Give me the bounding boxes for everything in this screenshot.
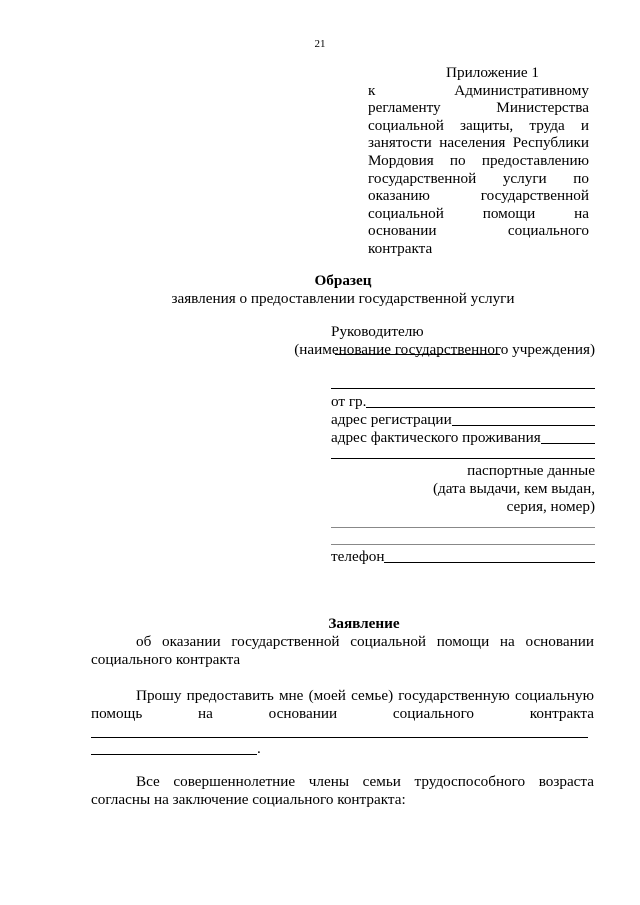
appendix-line: основании социального xyxy=(368,222,589,240)
applicant-name-line[interactable] xyxy=(331,388,595,389)
period-mark: . xyxy=(257,740,261,757)
appendix-line: регламенту Министерства xyxy=(368,99,589,117)
reg-address-field xyxy=(331,411,595,429)
request-line: помощь на основании социального контракта xyxy=(91,704,594,722)
sample-subtitle: заявления о предоставлении государственной услуги xyxy=(171,290,515,307)
statement-subtitle xyxy=(91,633,594,668)
from-field xyxy=(331,393,595,411)
appendix-line: оказанию государственной xyxy=(368,187,589,205)
address-continuation-line[interactable] xyxy=(331,458,595,459)
appendix-line: социальной помощи на xyxy=(368,204,589,222)
from-input-line[interactable] xyxy=(366,394,595,408)
phone-field xyxy=(331,548,595,566)
institution-hint: (наименование государственного учреждения) xyxy=(294,341,595,358)
request-input-line-1[interactable] xyxy=(91,737,588,738)
consent-line: согласны на заключение социального контракта: xyxy=(91,790,406,808)
request-input-line-2-wrap xyxy=(91,740,291,758)
appendix-line: занятости населения Республики xyxy=(368,134,589,152)
appendix-header xyxy=(368,64,589,258)
phone-input-line[interactable] xyxy=(384,549,595,563)
sample-title: Образец xyxy=(314,272,372,289)
appendix-line: контракта xyxy=(368,239,433,257)
reg-address-label: адрес регистрации xyxy=(331,411,452,428)
appendix-title: Приложение 1 xyxy=(446,64,539,81)
actual-address-input-line[interactable] xyxy=(541,430,595,444)
appendix-line: государственной услуги по xyxy=(368,169,589,187)
appendix-body xyxy=(368,82,589,258)
page-number: 21 xyxy=(314,38,326,50)
passport-hint-2: серия, номер) xyxy=(506,498,595,515)
statement-subtitle-line: об оказании государственной социальной помощи на основании xyxy=(136,633,594,650)
passport-hint-1: (дата выдачи, кем выдан, xyxy=(432,480,595,497)
to-label: Руководителю xyxy=(331,323,424,340)
request-line: Прошу предоставить мне (моей семье) государственную социальную xyxy=(136,687,594,704)
request-paragraph xyxy=(91,687,594,722)
appendix-line: Мордовия по предоставлению xyxy=(368,151,589,169)
request-input-line-2[interactable] xyxy=(91,741,257,755)
passport-input-line-1[interactable] xyxy=(331,527,595,528)
statement-subtitle-line: социального контракта xyxy=(91,650,241,668)
reg-address-input-line[interactable] xyxy=(452,412,595,426)
actual-address-field xyxy=(331,429,595,447)
appendix-line: социальной защиты, труда и xyxy=(368,116,589,134)
passport-label: паспортные данные xyxy=(467,462,595,479)
consent-paragraph xyxy=(91,773,594,808)
passport-input-line-2[interactable] xyxy=(331,544,595,545)
from-label: от гр. xyxy=(331,393,367,410)
statement-title: Заявление xyxy=(328,615,400,632)
consent-line: Все совершеннолетние члены семьи трудоспособного возраста xyxy=(136,773,594,790)
phone-label: телефон xyxy=(331,548,385,565)
actual-address-label: адрес фактического проживания xyxy=(331,429,541,446)
appendix-line: к Административному xyxy=(368,81,589,99)
